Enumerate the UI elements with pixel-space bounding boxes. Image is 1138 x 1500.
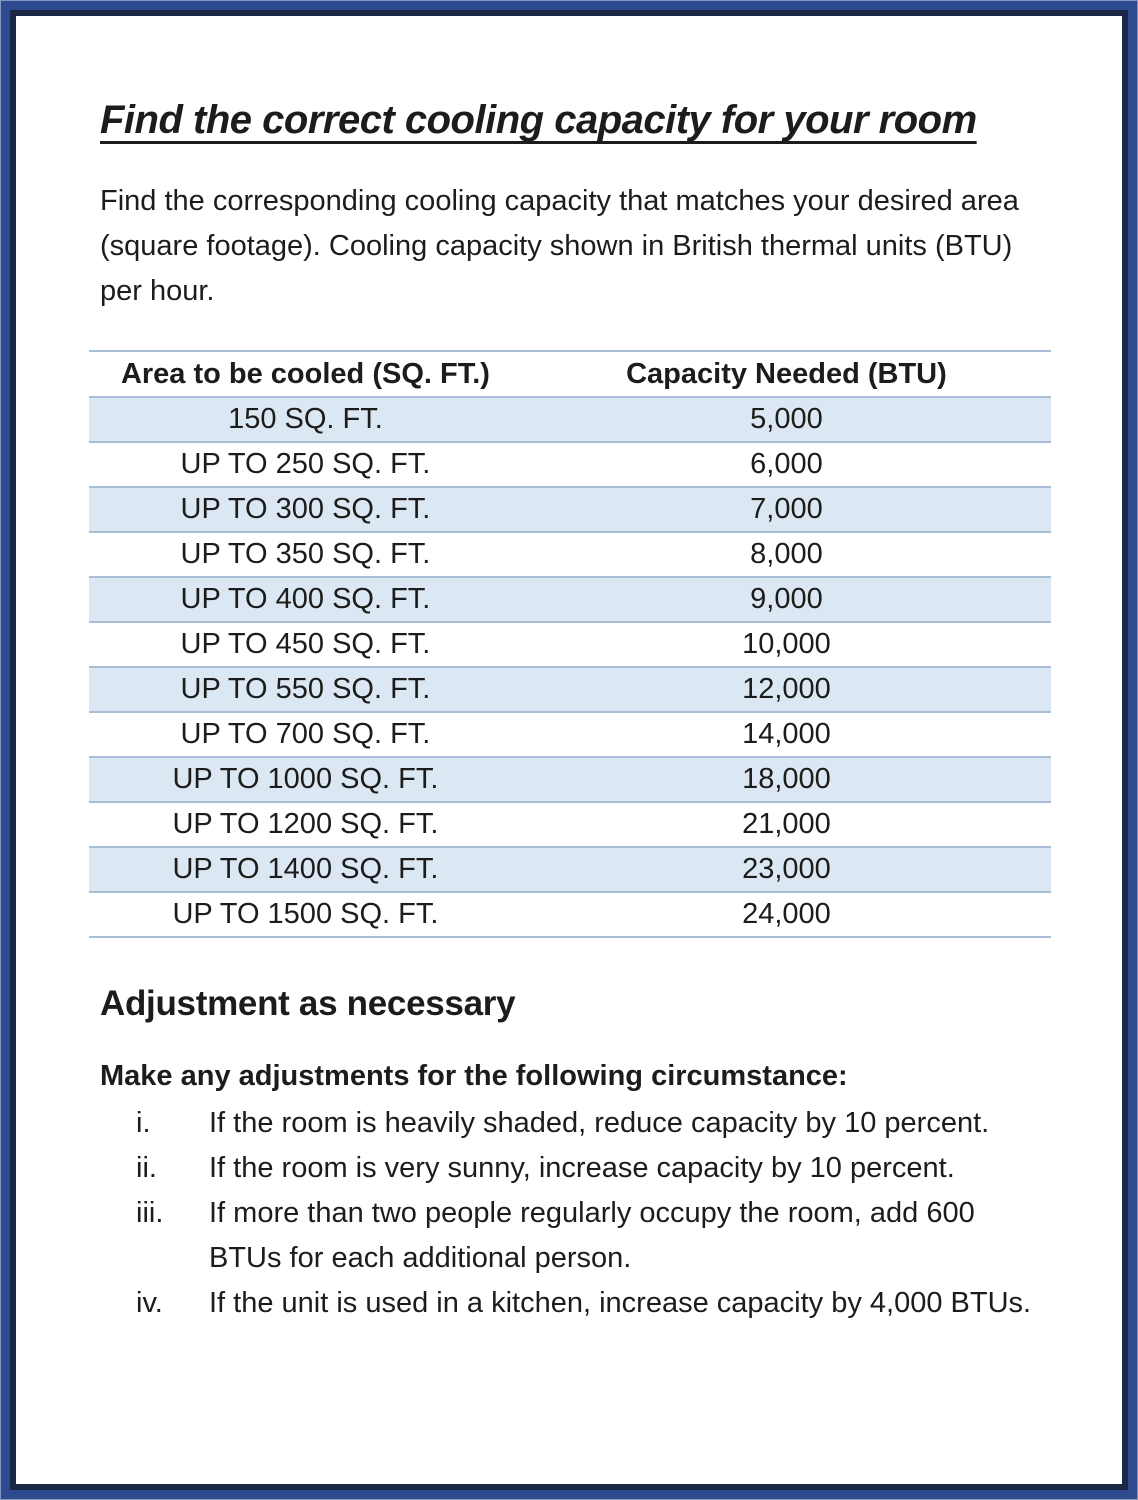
- adjustment-section-heading: Adjustment as necessary: [100, 984, 516, 1023]
- list-item: [100, 1101, 1072, 1146]
- table-row: [89, 712, 1051, 757]
- area-cell: UP TO 250 SQ. FT.: [89, 442, 522, 487]
- area-cell: UP TO 450 SQ. FT.: [89, 622, 522, 667]
- list-item-text: If more than two people regularly occupy the room, add 600 BTUs for each additional person.: [209, 1197, 975, 1274]
- document-page: [10, 10, 1128, 1490]
- table-row: [89, 532, 1051, 577]
- list-item-marker: iv.: [136, 1287, 163, 1319]
- table-row: [89, 847, 1051, 892]
- table-row: [89, 622, 1051, 667]
- adjustments-list: [100, 1101, 1072, 1326]
- table-row: [89, 892, 1051, 937]
- area-cell: UP TO 550 SQ. FT.: [89, 667, 522, 712]
- list-item-marker: ii.: [136, 1152, 157, 1184]
- capacity-cell: 21,000: [522, 802, 1051, 847]
- table-header-row: [89, 351, 1051, 397]
- area-cell: UP TO 350 SQ. FT.: [89, 532, 522, 577]
- adjustments-lead-text: Make any adjustments for the following circumstance:: [100, 1060, 848, 1092]
- area-cell: UP TO 1000 SQ. FT.: [89, 757, 522, 802]
- cooling-capacity-table: [89, 350, 1051, 938]
- capacity-cell: 7,000: [522, 487, 1051, 532]
- table-row: [89, 577, 1051, 622]
- table-row: [89, 442, 1051, 487]
- capacity-cell: 24,000: [522, 892, 1051, 937]
- table-row: [89, 397, 1051, 442]
- capacity-cell: 6,000: [522, 442, 1051, 487]
- area-cell: 150 SQ. FT.: [89, 397, 522, 442]
- capacity-cell: 23,000: [522, 847, 1051, 892]
- capacity-table-body: [89, 397, 1051, 937]
- list-item-text: If the room is heavily shaded, reduce capacity by 10 percent.: [209, 1107, 990, 1139]
- list-item-marker: i.: [136, 1107, 151, 1139]
- area-cell: UP TO 300 SQ. FT.: [89, 487, 522, 532]
- table-row: [89, 757, 1051, 802]
- capacity-cell: 8,000: [522, 532, 1051, 577]
- list-item-text: If the room is very sunny, increase capacity by 10 percent.: [209, 1152, 955, 1184]
- list-item-marker: iii.: [136, 1197, 164, 1229]
- list-item: [100, 1281, 1072, 1326]
- capacity-cell: 10,000: [522, 622, 1051, 667]
- page-title: Find the correct cooling capacity for your room: [100, 98, 977, 142]
- area-cell: UP TO 1200 SQ. FT.: [89, 802, 522, 847]
- column-header-capacity: Capacity Needed (BTU): [522, 351, 1051, 397]
- capacity-cell: 14,000: [522, 712, 1051, 757]
- intro-paragraph: Find the corresponding cooling capacity that matches your desired area (square footage). Cooling capacity shown in British thermal units (BTU) per hour.: [100, 185, 1019, 307]
- column-header-area: Area to be cooled (SQ. FT.): [89, 351, 522, 397]
- capacity-cell: 9,000: [522, 577, 1051, 622]
- area-cell: UP TO 700 SQ. FT.: [89, 712, 522, 757]
- table-row: [89, 487, 1051, 532]
- capacity-cell: 5,000: [522, 397, 1051, 442]
- area-cell: UP TO 1500 SQ. FT.: [89, 892, 522, 937]
- list-item-text: If the unit is used in a kitchen, increase capacity by 4,000 BTUs.: [209, 1287, 1032, 1319]
- table-row: [89, 667, 1051, 712]
- table-row: [89, 802, 1051, 847]
- capacity-cell: 18,000: [522, 757, 1051, 802]
- area-cell: UP TO 400 SQ. FT.: [89, 577, 522, 622]
- list-item: [100, 1191, 1072, 1281]
- capacity-cell: 12,000: [522, 667, 1051, 712]
- list-item: [100, 1146, 1072, 1191]
- area-cell: UP TO 1400 SQ. FT.: [89, 847, 522, 892]
